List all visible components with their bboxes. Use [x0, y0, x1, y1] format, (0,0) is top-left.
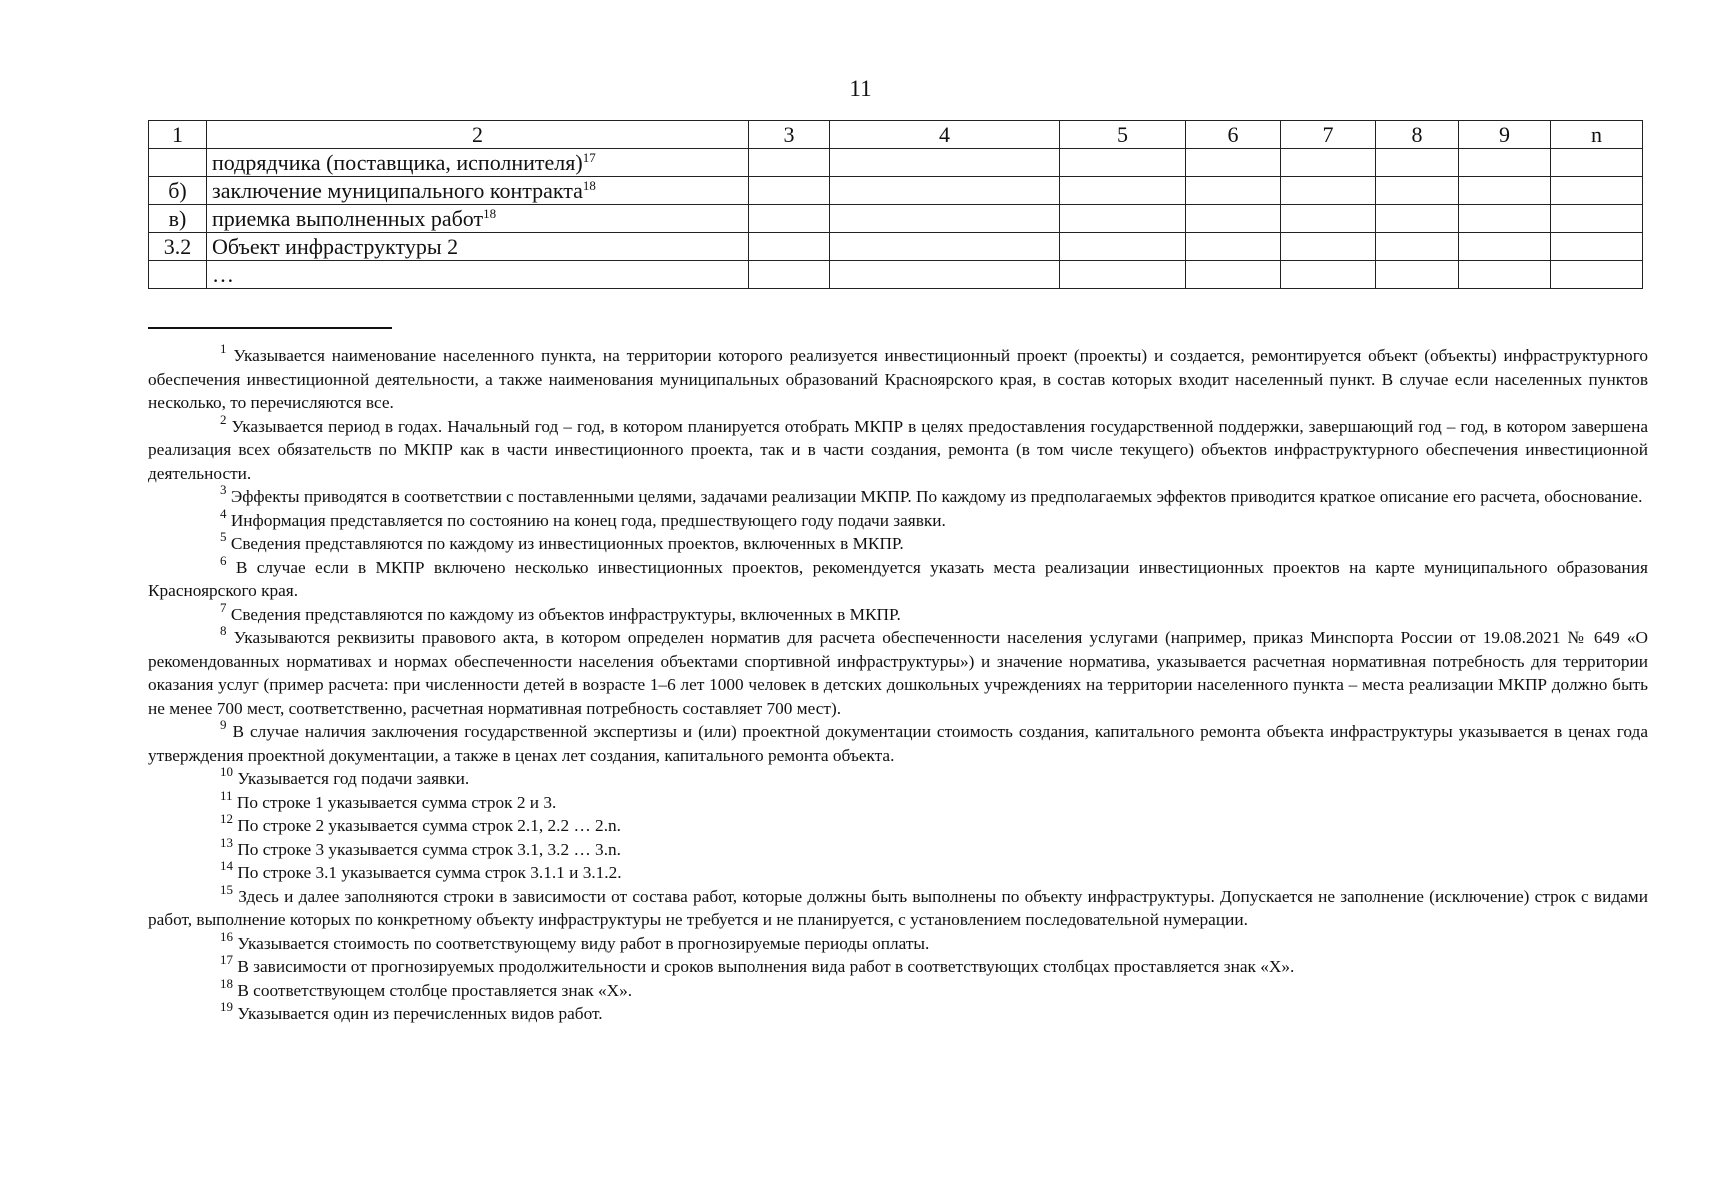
footnote-text: По строке 1 указывается сумма строк 2 и 3.: [236, 792, 557, 812]
footnote: [148, 881, 1648, 932]
footnote: [148, 787, 1648, 815]
table-cell: [1060, 233, 1186, 261]
footnote-text: По строке 3.1 указывается сумма строк 3.1.1 и 3.1.2.: [237, 863, 622, 882]
row-text-cell: [207, 261, 749, 289]
row-number: [149, 149, 207, 177]
column-header: 1: [149, 121, 207, 149]
footnote-mark: 10: [220, 764, 233, 779]
row-text: Объект инфраструктуры 2: [212, 234, 459, 259]
row-text: …: [212, 262, 234, 287]
table-cell: [1551, 205, 1643, 233]
table-cell: [1551, 233, 1643, 261]
footnote: [148, 834, 1648, 862]
table-cell: [749, 233, 830, 261]
footnote: [148, 975, 1648, 1003]
footnote: [148, 717, 1648, 767]
footnote-ref: 18: [483, 206, 497, 221]
row-number: 3.2: [149, 233, 207, 261]
table-header-row: [149, 121, 1643, 149]
footnote-mark: 18: [220, 975, 233, 991]
footnote-mark: 2: [220, 411, 227, 427]
table-cell: [1459, 177, 1551, 205]
footnote: [148, 599, 1648, 627]
table-row: [149, 177, 1643, 205]
table-cell: [1060, 261, 1186, 289]
footnote-text: По строке 3 указывается сумма строк 3.1, 3.2 … 3.n.: [237, 839, 621, 859]
table-cell: [749, 177, 830, 205]
footnote-mark: 4: [220, 505, 227, 521]
footnote-text: Указывается период в годах. Начальный год – год, в котором планируется отобрать МКПР в целях предоставления государственной поддержки, завершающий год – год, в котором завершена реализация всех обязательств по МКПР как в части инвестиционного проекта, так и в части создания, ремонта (в том числе текущего) объектов инфраструктурного обеспечения инвестиционной деятельности.: [148, 416, 1649, 483]
table-cell: [1281, 149, 1376, 177]
row-text: подрядчика (поставщика, исполнителя): [212, 150, 583, 175]
footnote-mark: 5: [220, 529, 227, 544]
table-cell: [1459, 261, 1551, 289]
footnote-text: Эффекты приводятся в соответствии с поставленными целями, задачами реализации МКПР. По каждому из предполагаемых эффектов приводится краткое описание его расчета, обоснование.: [230, 487, 1643, 506]
footnote-text: Информация представляется по состоянию на конец года, предшествующего году подачи заявки.: [230, 510, 946, 530]
table-cell: [1376, 149, 1459, 177]
footnote-text: В случае если в МКПР включено несколько инвестиционных проектов, рекомендуется указать места реализации инвестиционных проектов на карте муниципального образования Красноярского края.: [148, 557, 1648, 600]
footnote-ref: 17: [582, 150, 596, 165]
footnote-mark: 14: [220, 858, 233, 873]
footnote-mark: 6: [220, 552, 227, 568]
footnote-text: Указывается один из перечисленных видов работ.: [237, 1004, 603, 1023]
footnote-text: В случае наличия заключения государственной экспертизы и (или) проектной документации стоимость создания, капитального ремонта объекта инфраструктуры указывается в ценах года утверждения проектной документации, а также в ценах лет создания, капитального ремонта объекта.: [148, 722, 1648, 765]
footnote-ref: 18: [582, 178, 596, 193]
footnote-text: Указываются реквизиты правового акта, в котором определен норматив для расчета обеспеченности населения услугами (например, приказ Минспорта России от 19.08.2021 № 649 «О рекомендованных нормативах и нормах обеспеченности населения объектами спортивной инфраструктуры») и значение норматива, указывается расчетная нормативная потребность для территории оказания услуг (пример расчета: при численности детей в возрасте 1–6 лет 1000 человек в детских дошкольных учреждениях на территории населенного пункта – места реализации МКПР должно быть не менее 700 мест, соответственно, расчетная нормативная потребность составляет 700 мест).: [148, 628, 1648, 718]
footnote-mark: 8: [220, 623, 227, 638]
row-text-cell: [207, 205, 749, 233]
table-cell: [1186, 177, 1281, 205]
table-cell: [1281, 261, 1376, 289]
footnote-mark: 15: [220, 881, 233, 897]
footnote-mark: 12: [220, 811, 233, 826]
footnote: [148, 529, 1648, 556]
footnote: [148, 928, 1648, 956]
table-cell: [1376, 205, 1459, 233]
footnote-mark: 13: [220, 834, 233, 850]
footnote: [148, 505, 1648, 533]
footnote: [148, 623, 1648, 720]
column-header: 3: [749, 121, 830, 149]
table-cell: [1186, 205, 1281, 233]
footnote: [148, 952, 1648, 979]
table-row: [149, 205, 1643, 233]
row-text-cell: [207, 177, 749, 205]
row-text: заключение муниципального контракта: [212, 178, 583, 203]
table-cell: [1459, 233, 1551, 261]
table-cell: [830, 149, 1060, 177]
footnote-mark: 7: [220, 599, 227, 615]
footnote-mark: 9: [220, 717, 227, 732]
column-header: 4: [830, 121, 1060, 149]
footnote-text: Здесь и далее заполняются строки в зависимости от состава работ, которые должны быть выполнены по объекту инфраструктуры. Допускается не заполнение (исключение) строк с видами работ, выполнение которых по конкретному объекту инфраструктуры не требуется и не планируется, с установлением последовательной нумерации.: [148, 886, 1648, 929]
table-cell: [1551, 149, 1643, 177]
footnote: [148, 482, 1648, 509]
table-cell: [1376, 261, 1459, 289]
footnote-mark: 11: [220, 787, 233, 803]
row-text-cell: [207, 233, 749, 261]
footnote: [148, 411, 1649, 486]
footnote-text: По строке 2 указывается сумма строк 2.1, 2.2 … 2.n.: [237, 816, 621, 835]
column-header: 7: [1281, 121, 1376, 149]
table-cell: [830, 233, 1060, 261]
works-table: [148, 120, 1643, 289]
footnote: [148, 552, 1648, 603]
row-text: приемка выполненных работ: [212, 206, 484, 231]
table-cell: [1281, 205, 1376, 233]
row-number: [149, 261, 207, 289]
table-row: [149, 233, 1643, 261]
footnote: [148, 811, 1648, 838]
table-cell: [1186, 233, 1281, 261]
table-row: [149, 261, 1643, 289]
footnote: [148, 999, 1648, 1026]
footnote-text: Указывается год подачи заявки.: [237, 769, 470, 788]
row-number: б): [149, 177, 207, 205]
table-cell: [1060, 177, 1186, 205]
table-cell: [749, 205, 830, 233]
column-header: 6: [1186, 121, 1281, 149]
footnote-mark: 16: [220, 928, 233, 944]
footnote: [148, 341, 1648, 415]
table-cell: [1459, 149, 1551, 177]
row-text-cell: [207, 149, 749, 177]
table-cell: [830, 177, 1060, 205]
footnote-separator: [148, 327, 392, 329]
column-header: n: [1551, 121, 1643, 149]
table-cell: [749, 149, 830, 177]
footnote-text: Сведения представляются по каждому из инвестиционных проектов, включенных в МКПР.: [230, 534, 904, 553]
table-cell: [830, 205, 1060, 233]
footnote-mark: 19: [220, 999, 233, 1014]
footnote: [148, 764, 1648, 791]
table-cell: [1060, 149, 1186, 177]
footnote-text: Сведения представляются по каждому из объектов инфраструктуры, включенных в МКПР.: [230, 604, 901, 624]
table-cell: [1186, 149, 1281, 177]
footnote: [148, 858, 1648, 885]
table-cell: [749, 261, 830, 289]
footnote-text: Указывается стоимость по соответствующему виду работ в прогнозируемые периоды оплаты.: [237, 933, 930, 953]
column-header: 8: [1376, 121, 1459, 149]
column-header: 9: [1459, 121, 1551, 149]
page-number: 11: [849, 76, 872, 101]
column-header: 5: [1060, 121, 1186, 149]
table-cell: [1551, 177, 1643, 205]
table-row: [149, 149, 1643, 177]
footnote-mark: 3: [220, 482, 227, 497]
row-number: в): [149, 205, 207, 233]
footnote-text: В зависимости от прогнозируемых продолжительности и сроков выполнения вида работ в соответствующих столбцах проставляется знак «X».: [237, 957, 1295, 976]
footnote-mark: 1: [220, 341, 227, 356]
table-cell: [1551, 261, 1643, 289]
table-cell: [1281, 177, 1376, 205]
table-cell: [1281, 233, 1376, 261]
table-cell: [1376, 233, 1459, 261]
table-cell: [1186, 261, 1281, 289]
table-cell: [1459, 205, 1551, 233]
table-cell: [1060, 205, 1186, 233]
table-cell: [830, 261, 1060, 289]
footnotes: [148, 341, 1649, 1026]
column-header: 2: [207, 121, 749, 149]
footnote-mark: 17: [220, 952, 233, 967]
table-cell: [1376, 177, 1459, 205]
footnote-text: В соответствующем столбце проставляется знак «X».: [237, 980, 633, 1000]
footnote-text: Указывается наименование населенного пункта, на территории которого реализуется инвестиционный проект (проекты) и создается, ремонтируется объект (объекты) инфраструктурного обеспечения инвестиционной деятельности, а также наименования муниципальных образований Красноярского края, в состав которых входит населенный пункт. В случае если населенных пунктов несколько, то перечисляются все.: [148, 346, 1648, 412]
